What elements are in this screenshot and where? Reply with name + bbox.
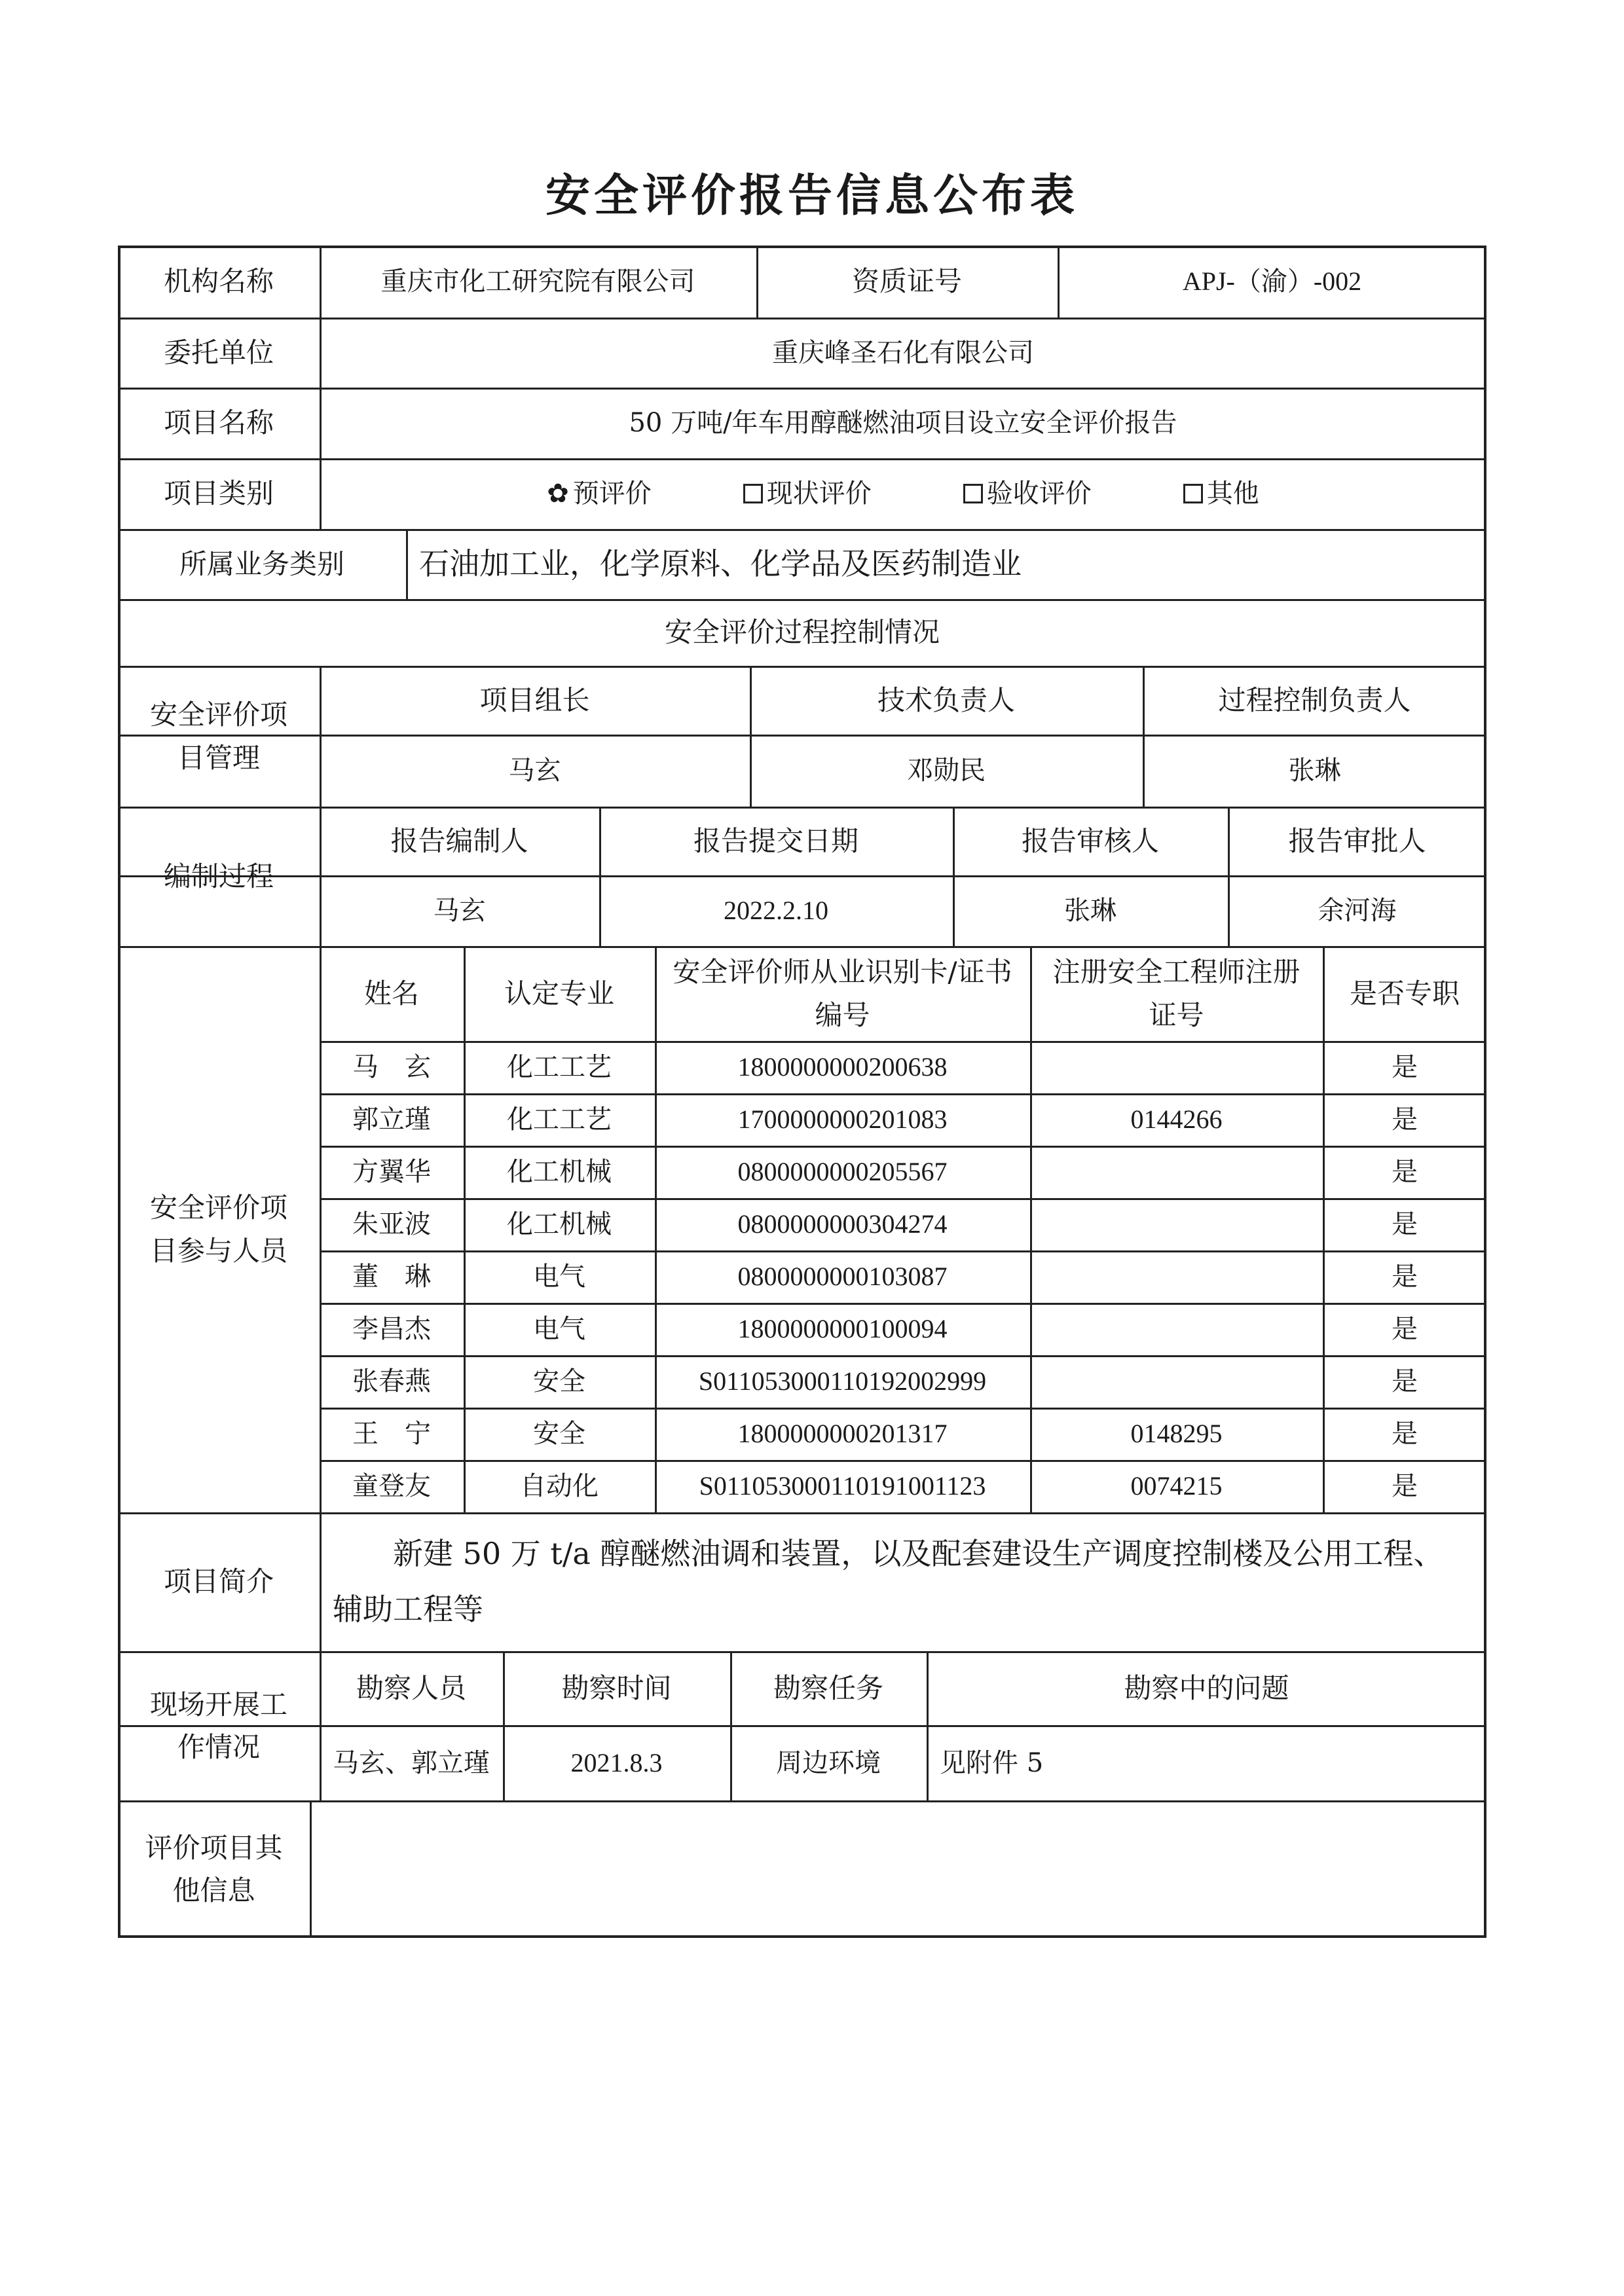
checkbox-icon [963, 484, 983, 503]
management-header: 过程控制负责人 [1218, 683, 1411, 716]
site-value: 2021.8.3 [570, 1747, 663, 1777]
summary-label: 项目简介 [163, 1565, 274, 1598]
site-value: 周边环境 [776, 1747, 881, 1778]
personnel-cell: 安全 [533, 1419, 585, 1449]
compile-value: 张琳 [1064, 896, 1116, 926]
personnel-label [118, 946, 320, 1512]
site-label [118, 1651, 320, 1800]
personnel-cell [1030, 1041, 1323, 1093]
personnel-header: 安全评价师从业识别卡/证书编号 [673, 956, 1012, 1031]
other-info-value [320, 1800, 1486, 1938]
personnel-cell: 王 宁 [352, 1419, 431, 1449]
personnel-cell: 0800000000304274 [737, 1209, 948, 1239]
site-label-text: 现场开展工 作情况 [149, 1688, 287, 1763]
management-header: 技术负责人 [877, 683, 1015, 716]
site-header: 勘察中的问题 [1124, 1671, 1289, 1704]
other-info-label-text: 评价项目其 他信息 [145, 1831, 283, 1906]
personnel-cell: 是 [1392, 1419, 1418, 1449]
personnel-cell: 李昌杰 [352, 1314, 431, 1344]
compile-value: 余河海 [1318, 896, 1397, 926]
personnel-cell: 电气 [533, 1314, 585, 1344]
cert-label: 资质证号 [851, 265, 962, 298]
compile-header: 报告编制人 [390, 824, 528, 857]
category-option[interactable] [963, 473, 1092, 514]
page-title: 安全评价报告信息公布表 [545, 170, 1079, 222]
personnel-cell: 1800000000100094 [737, 1314, 948, 1343]
personnel-cell [1030, 1303, 1323, 1355]
personnel-cell: 0074215 [1130, 1471, 1223, 1501]
other-info-label [118, 1800, 310, 1938]
personnel-cell [1030, 1250, 1323, 1303]
personnel-cell: 是 [1392, 1157, 1418, 1187]
personnel-cell [1030, 1146, 1323, 1198]
category-option[interactable] [547, 473, 652, 514]
category-option-label: 现状评价 [766, 479, 872, 509]
management-value: 邓勋民 [907, 756, 986, 786]
site-value: 马玄、郭立瑾 [333, 1747, 490, 1778]
site-value: 见附件 5 [940, 1747, 1044, 1778]
personnel-cell: 朱亚波 [352, 1209, 431, 1239]
personnel-cell: 0800000000103087 [737, 1262, 948, 1291]
business-label: 所属业务类别 [179, 547, 344, 580]
site-header: 勘察时间 [561, 1671, 672, 1704]
personnel-cell: 是 [1392, 1209, 1418, 1239]
client-label: 委托单位 [163, 336, 274, 369]
personnel-cell: 董 琳 [352, 1262, 431, 1292]
personnel-header: 注册安全工程师注册证号 [1052, 956, 1301, 1031]
management-value: 马玄 [508, 756, 561, 786]
org-name-label: 机构名称 [163, 265, 274, 298]
personnel-cell: 张春燕 [352, 1366, 431, 1396]
personnel-cell: S011053000110192002999 [698, 1366, 987, 1396]
category-option-label: 其他 [1206, 479, 1259, 509]
personnel-cell: 1800000000201317 [737, 1419, 948, 1448]
cert-value: APJ-（渝）-002 [1182, 266, 1362, 296]
personnel-header: 是否专职 [1349, 977, 1460, 1010]
personnel-cell: 化工机械 [507, 1157, 612, 1187]
compile-value: 2022.2.10 [724, 896, 828, 925]
personnel-cell [1030, 1198, 1323, 1250]
personnel-cell: 方翼华 [352, 1157, 431, 1187]
personnel-cell: 1800000000200638 [737, 1052, 948, 1082]
checkbox-icon [1183, 484, 1203, 503]
personnel-cell [1030, 1355, 1323, 1408]
compile-value: 马玄 [433, 896, 486, 926]
personnel-cell: S011053000110191001123 [699, 1471, 986, 1501]
compile-header: 报告提交日期 [693, 824, 858, 857]
category-option[interactable] [743, 473, 872, 514]
personnel-header: 认定专业 [504, 977, 614, 1010]
personnel-cell: 是 [1392, 1052, 1418, 1082]
table-rule [320, 1512, 322, 1651]
category-options [320, 458, 1486, 529]
personnel-cell: 电气 [533, 1262, 585, 1292]
personnel-cell: 化工工艺 [507, 1052, 612, 1082]
compile-header: 报告审核人 [1021, 824, 1159, 857]
personnel-cell: 童登友 [352, 1471, 431, 1501]
project-label: 项目名称 [163, 407, 274, 439]
personnel-cell: 自动化 [520, 1471, 599, 1501]
compile-label: 编制过程 [163, 860, 274, 892]
personnel-cell: 1700000000201083 [737, 1104, 948, 1134]
category-option-label: 预评价 [572, 479, 652, 509]
personnel-cell: 是 [1392, 1262, 1418, 1292]
personnel-cell: 0800000000205567 [737, 1157, 948, 1186]
category-option[interactable] [1183, 473, 1259, 514]
process-header: 安全评价过程控制情况 [664, 616, 940, 649]
checked-mark-icon: ✿ [547, 479, 569, 509]
personnel-cell: 化工工艺 [507, 1104, 612, 1135]
management-value: 张琳 [1288, 756, 1341, 786]
category-option-label: 验收评价 [986, 479, 1092, 509]
management-header: 项目组长 [479, 683, 590, 716]
summary-text: 新建 50 万 t/a 醇醚燃油调和装置，以及配套建设生产调度控制楼及公用工程、辅助工程等 [333, 1535, 1444, 1627]
personnel-cell: 马 玄 [352, 1052, 431, 1082]
personnel-label-text: 安全评价项 目参与人员 [149, 1192, 287, 1267]
management-label [118, 666, 320, 807]
personnel-cell: 是 [1392, 1314, 1418, 1344]
personnel-cell: 0148295 [1130, 1419, 1223, 1448]
personnel-cell: 是 [1392, 1471, 1418, 1501]
personnel-cell: 化工机械 [507, 1209, 612, 1239]
org-name-value: 重庆市化工研究院有限公司 [380, 266, 695, 297]
personnel-cell: 是 [1392, 1104, 1418, 1135]
personnel-header: 姓名 [363, 977, 419, 1010]
checkbox-icon [743, 484, 763, 503]
personnel-cell: 0144266 [1130, 1104, 1223, 1134]
table-rule [310, 1800, 312, 1938]
personnel-cell: 安全 [533, 1366, 585, 1396]
table-rule [406, 529, 408, 599]
site-header: 勘察人员 [356, 1671, 466, 1704]
site-header: 勘察任务 [773, 1671, 883, 1704]
category-label: 项目类别 [163, 477, 274, 510]
management-label-text: 安全评价项 目管理 [149, 699, 287, 774]
project-value: 50 万吨/年车用醇醚燃油项目设立安全评价报告 [629, 408, 1177, 438]
compile-header: 报告审批人 [1288, 824, 1426, 857]
personnel-cell: 郭立瑾 [352, 1104, 431, 1135]
personnel-cell: 是 [1392, 1366, 1418, 1396]
client-value: 重庆峰圣石化有限公司 [772, 337, 1034, 368]
business-value: 石油加工业，化学原料、化学品及医药制造业 [419, 545, 1022, 581]
